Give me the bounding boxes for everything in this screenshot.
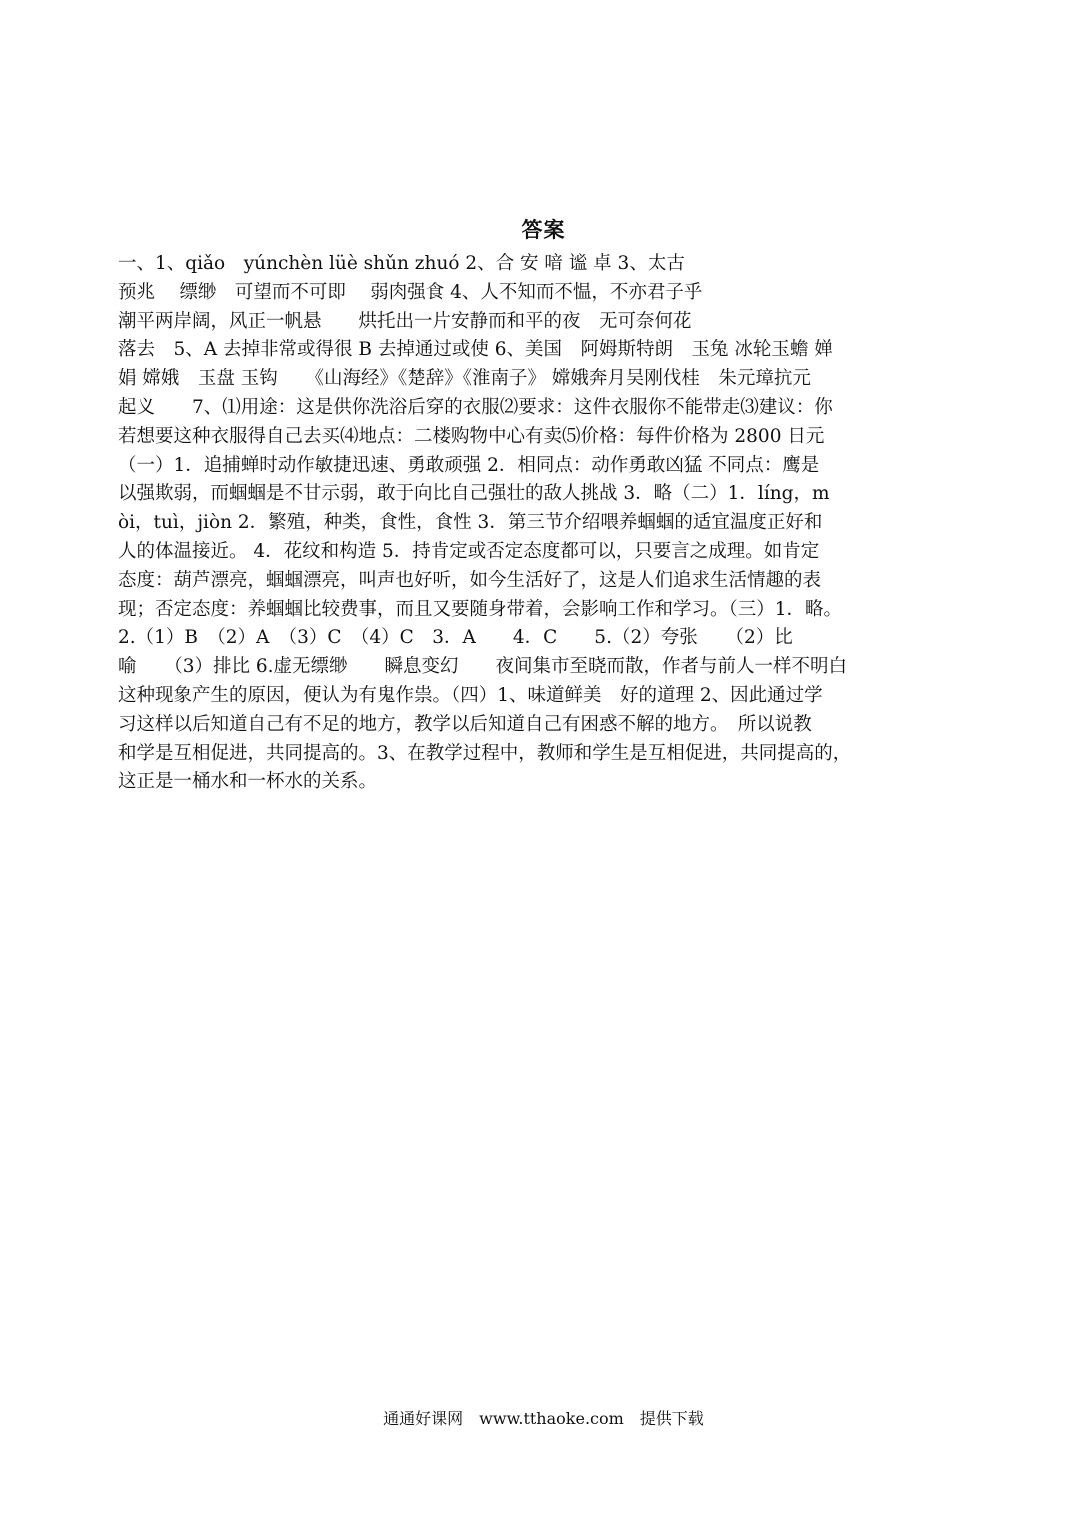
answer-title: 答案 bbox=[521, 217, 566, 242]
text-line: 这正是一桶水和一杯水的关系。 bbox=[118, 771, 378, 793]
text-line: 人的体温接近。 4．花纹和构造 5．持肯定或否定态度都可以，只要言之成理。如肯定 bbox=[118, 540, 820, 562]
text-line: 落去 5、A 去掉非常或得很 B 去掉通过或使 6、美国 阿姆斯特朗 玉兔 冰轮玉蟾 婵 bbox=[118, 339, 833, 361]
text-line: 潮平两岸阔，风正一帆悬 烘托出一片安静而和平的夜 无可奈何花 bbox=[118, 310, 692, 332]
text-line: 和学是互相促进，共同提高的。3、在教学过程中，教师和学生是互相促进，共同提高的， bbox=[118, 742, 852, 764]
text-line: 现；否定态度：养蝈蝈比较费事，而且又要随身带着，会影响工作和学习。（三）1．略。 bbox=[118, 598, 843, 620]
answer-body bbox=[118, 250, 963, 797]
text-line: òi，tuì，jiòn 2．繁殖，种类，食性，食性 3．第三节介绍喂养蝈蝈的适宜温度正好和 bbox=[118, 512, 823, 534]
text-line: 起义 7、⑴用途：这是供你洗浴后穿的衣服⑵要求：这件衣服你不能带走⑶建议：你 bbox=[118, 396, 833, 418]
text-line: 这种现象产生的原因，便认为有鬼作祟。（四）1、味道鲜美 好的道理 2、因此通过学 bbox=[118, 684, 823, 706]
text-line: 娟 嫦娥 玉盘 玉钩 《山海经》《楚辞》《淮南子》 嫦娥奔月吴刚伐桂 朱元璋抗元 bbox=[118, 368, 811, 390]
text-line: 2.（1）B （2）A （3）C （4）C 3．A 4．C 5.（2）夸张 （2）比 bbox=[118, 627, 793, 649]
text-line: 预兆 缥缈 可望而不可即 弱肉强食 4、人不知而不愠，不亦君子乎 bbox=[118, 281, 703, 303]
text-line: 态度：葫芦漂亮，蝈蝈漂亮，叫声也好听，如今生活好了，这是人们追求生活情趣的表 bbox=[118, 569, 822, 591]
text-line: 以强欺弱，而蝈蝈是不甘示弱，敢于向比自己强壮的敌人挑战 3．略（二）1．líng，m bbox=[118, 483, 830, 505]
text-line: 喻 （3）排比 6.虚无缥缈 瞬息变幻 夜间集市至晓而散，作者与前人一样不明白 bbox=[118, 656, 848, 678]
text-line: （一）1．追捕蝉时动作敏捷迅速、勇敢顽强 2．相同点：动作勇敢凶猛 不同点：鹰是 bbox=[118, 454, 820, 476]
text-line: 若想要这种衣服得自己去买⑷地点：二楼购物中心有卖⑸价格：每件价格为 2800 日元 bbox=[118, 425, 825, 447]
text-line: 一、1、qiǎo yúnchèn lüè shǔn zhuó 2、合 安 喑 谧 卓 3、太古 bbox=[118, 253, 685, 274]
page-footer: 通通好课网 www.tthaoke.com 提供下载 bbox=[383, 1409, 704, 1428]
text-line: 习这样以后知道自己有不足的地方，教学以后知道自己有困惑不解的地方。 所以说教 bbox=[118, 713, 812, 735]
